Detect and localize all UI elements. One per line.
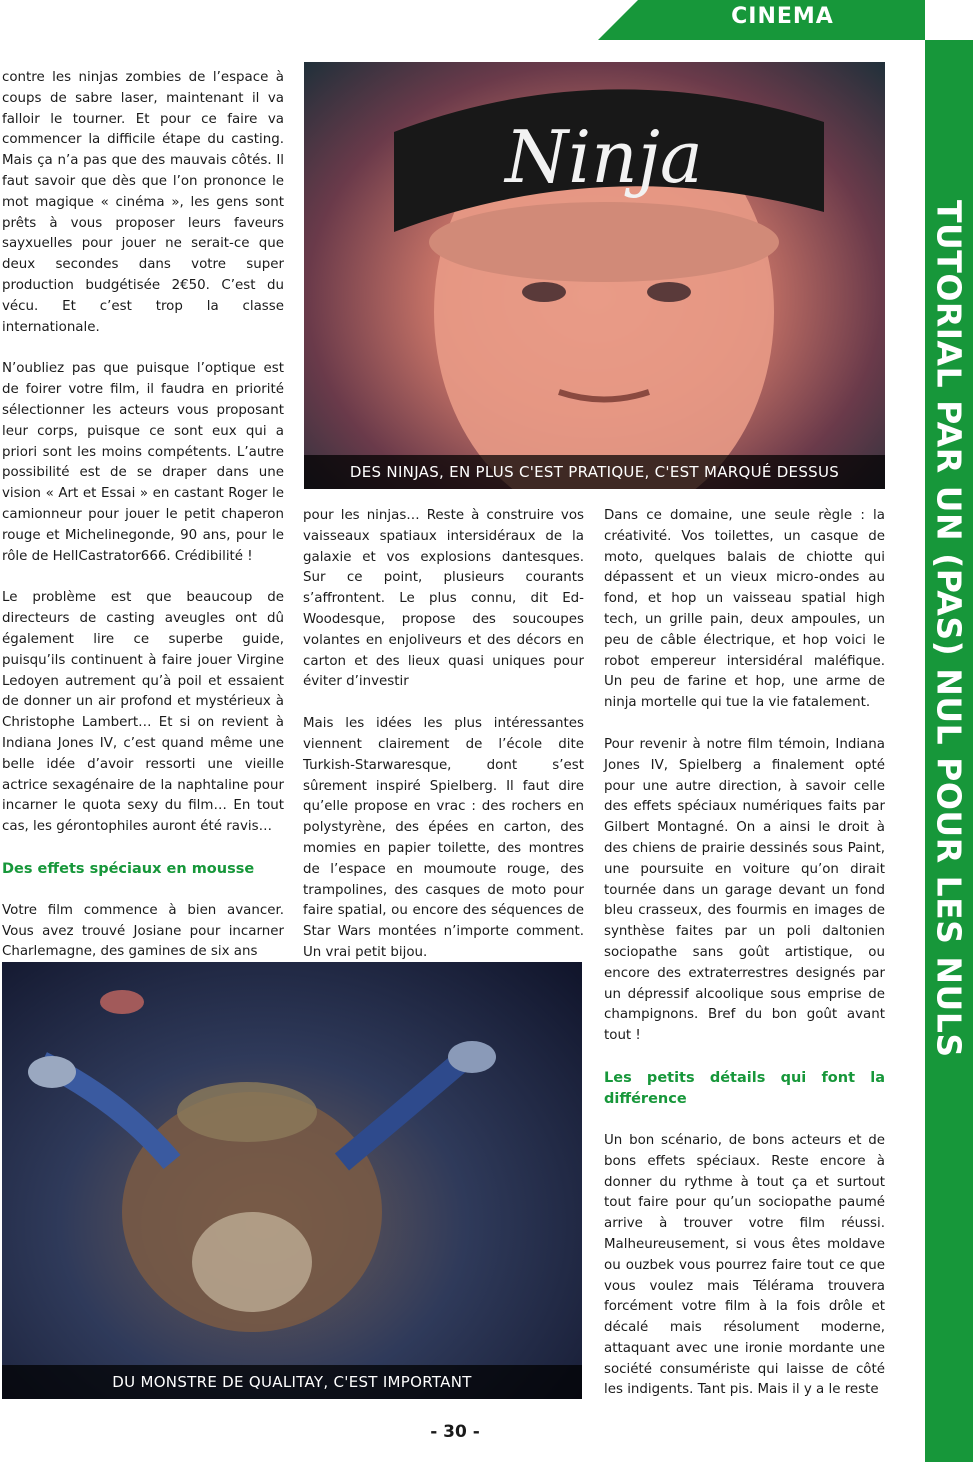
- headband-text: Ninja: [505, 115, 703, 199]
- paragraph: N’oubliez pas que puisque l’optique est de foirer votre film, il faudra en priorité sélectionner les acteurs vous proposant leur corps, puisque ce sont eux qui a priori sont les moins compétents. L’autre possibilité est de se draper dans une vision « Art et Essai » en castant Roger le camionneur pour jouer le petit chaperon rouge et Michelinegonde, 90 ans, pour le rôle de HellCastrator666. Crédibilité !: [2, 361, 284, 564]
- paragraph: Dans ce domaine, une seule règle : la créativité. Vos toilettes, un casque de moto, quelques balais de chiotte qui dépassent et un vieux micro-ondes au fond, et hop un vaisseau spatial high tech, un grille pain, deux ampoules, un peu de câble électrique, et hop voici le robot empereur intersidéral maléfique. Un peu de farine et hop, une arme de ninja mortelle qui tue la vie fatalement.: [604, 508, 885, 711]
- column-1: [2, 68, 284, 984]
- column-2: [303, 506, 584, 985]
- paragraph: pour les ninjas… Reste à construire vos vaisseaux spatiaux intersidéraux de la galaxie et vos explosions dantesques. Sur ce point, plusieurs courants s’affrontent. Le plus connu, dit Ed-Woodesque, propose des soucoupes volantes en enjoliveurs et des décors en carton et des lieux quasi uniques pour éviter d’investir: [303, 508, 584, 690]
- paragraph: Votre film commence à bien avancer. Vous avez trouvé Josiane pour incarner Charlemagne, des gamines de six ans: [2, 902, 284, 960]
- paragraph: Pour revenir à notre film témoin, Indiana Jones IV, Spielberg a finalement opté pour une autre direction, à savoir celle des effets spéciaux numériques faits par Gilbert Montagné. On a ainsi le droit à des chiens de prairie dessinés sous Paint, une poursuite en voiture qu’on dirait tournée dans un garage devant un fond bleu crasseux, des fourmis en images de synthèse faites par un poli daltonien sociopathe sans goût artistique, ou encore des extraterrestres designés par un dépressif alcoolique sous emprise de champignons. Bref du bon goût avant tout !: [604, 736, 885, 1044]
- photo-caption: DU MONSTRE DE QUALITAY, C'EST IMPORTANT: [2, 1365, 582, 1399]
- section-label: CINEMA: [731, 4, 834, 29]
- page-number: - 30 -: [430, 1422, 480, 1442]
- paragraph: contre les ninjas zombies de l’espace à coups de sabre laser, maintenant il va falloir le tourner. Et pour ce faire va commencer la difficile étape du casting. Mais ça n’a pas que des mauvais côtés. Il faut savoir que dès que l’on prononce le mot magique « cinéma », les gens sont prêts à vous proposer leurs faveurs sayxuelles pour jouer ne serait-ce que deux secondes dans votre super production budgétisée 2€50. C’est du vécu. Et c’est trop la classe internationale.: [2, 70, 284, 335]
- photo-caption: DES NINJAS, EN PLUS C'EST PRATIQUE, C'EST MARQUÉ DESSUS: [304, 455, 885, 489]
- ninja-photo: [304, 62, 885, 489]
- subheading: Les petits détails qui font la différence: [604, 1069, 885, 1107]
- column-3: [604, 506, 885, 1422]
- ninja-illustration: [304, 62, 885, 489]
- paragraph: Un bon scénario, de bons acteurs et de bons effets spéciaux. Reste encore à donner du rythme à tout ça et surtout tout faire pour qu’un sociopathe paumé arrive à trouver votre film réussi. Malheureusement, si vous êtes moldave ou ouzbek vous pourrez faire tout ce que vous voulez mais Télérama trouvera forcément votre film à la fois drôle et décalé mais résolument moderne, attaquant avec une ironie mordante une société consumériste qui laisse de côté les indigents. Tant pis. Mais il y a le reste: [604, 1132, 885, 1398]
- subheading: Des effets spéciaux en mousse: [2, 860, 255, 877]
- monster-photo: [2, 962, 582, 1399]
- side-title-text: TUTORIAL PAR UN (PAS) NUL POUR LES NULS: [929, 200, 969, 1058]
- side-title: [925, 40, 973, 1462]
- paragraph: Le problème est que beaucoup de directeurs de casting aveugles ont dû également lire ce superbe guide, puisqu’ils continuent à faire jouer Virgine Ledoyen autrement qu’à poil et essaient de donner un air profond et mystérieux à Christophe Lambert… Et si on revient à Indiana Jones IV, c’est quand même une belle idée d’avoir ressorti une vieille actrice sexagénaire de la naphtaline pour incarner le quota sexy du film… En tout cas, les gérontophiles auront été ravis…: [2, 590, 284, 835]
- paragraph: Mais les idées les plus intéressantes viennent clairement de l’école dite Turkish-Starwaresque, dont s’est sûrement inspiré Spielberg. Il faut dire qu’elle propose en vrac : des rochers en polystyrène, des épées en carton, des momies en papier toilette, des montres de l’espace en moumoute rouge, des trampolines, des casques de moto pour faire spatial, ou encore des séquences de Star Wars montées n’importe comment. Un vrai petit bijou.: [303, 716, 584, 960]
- monster-illustration: [2, 962, 582, 1399]
